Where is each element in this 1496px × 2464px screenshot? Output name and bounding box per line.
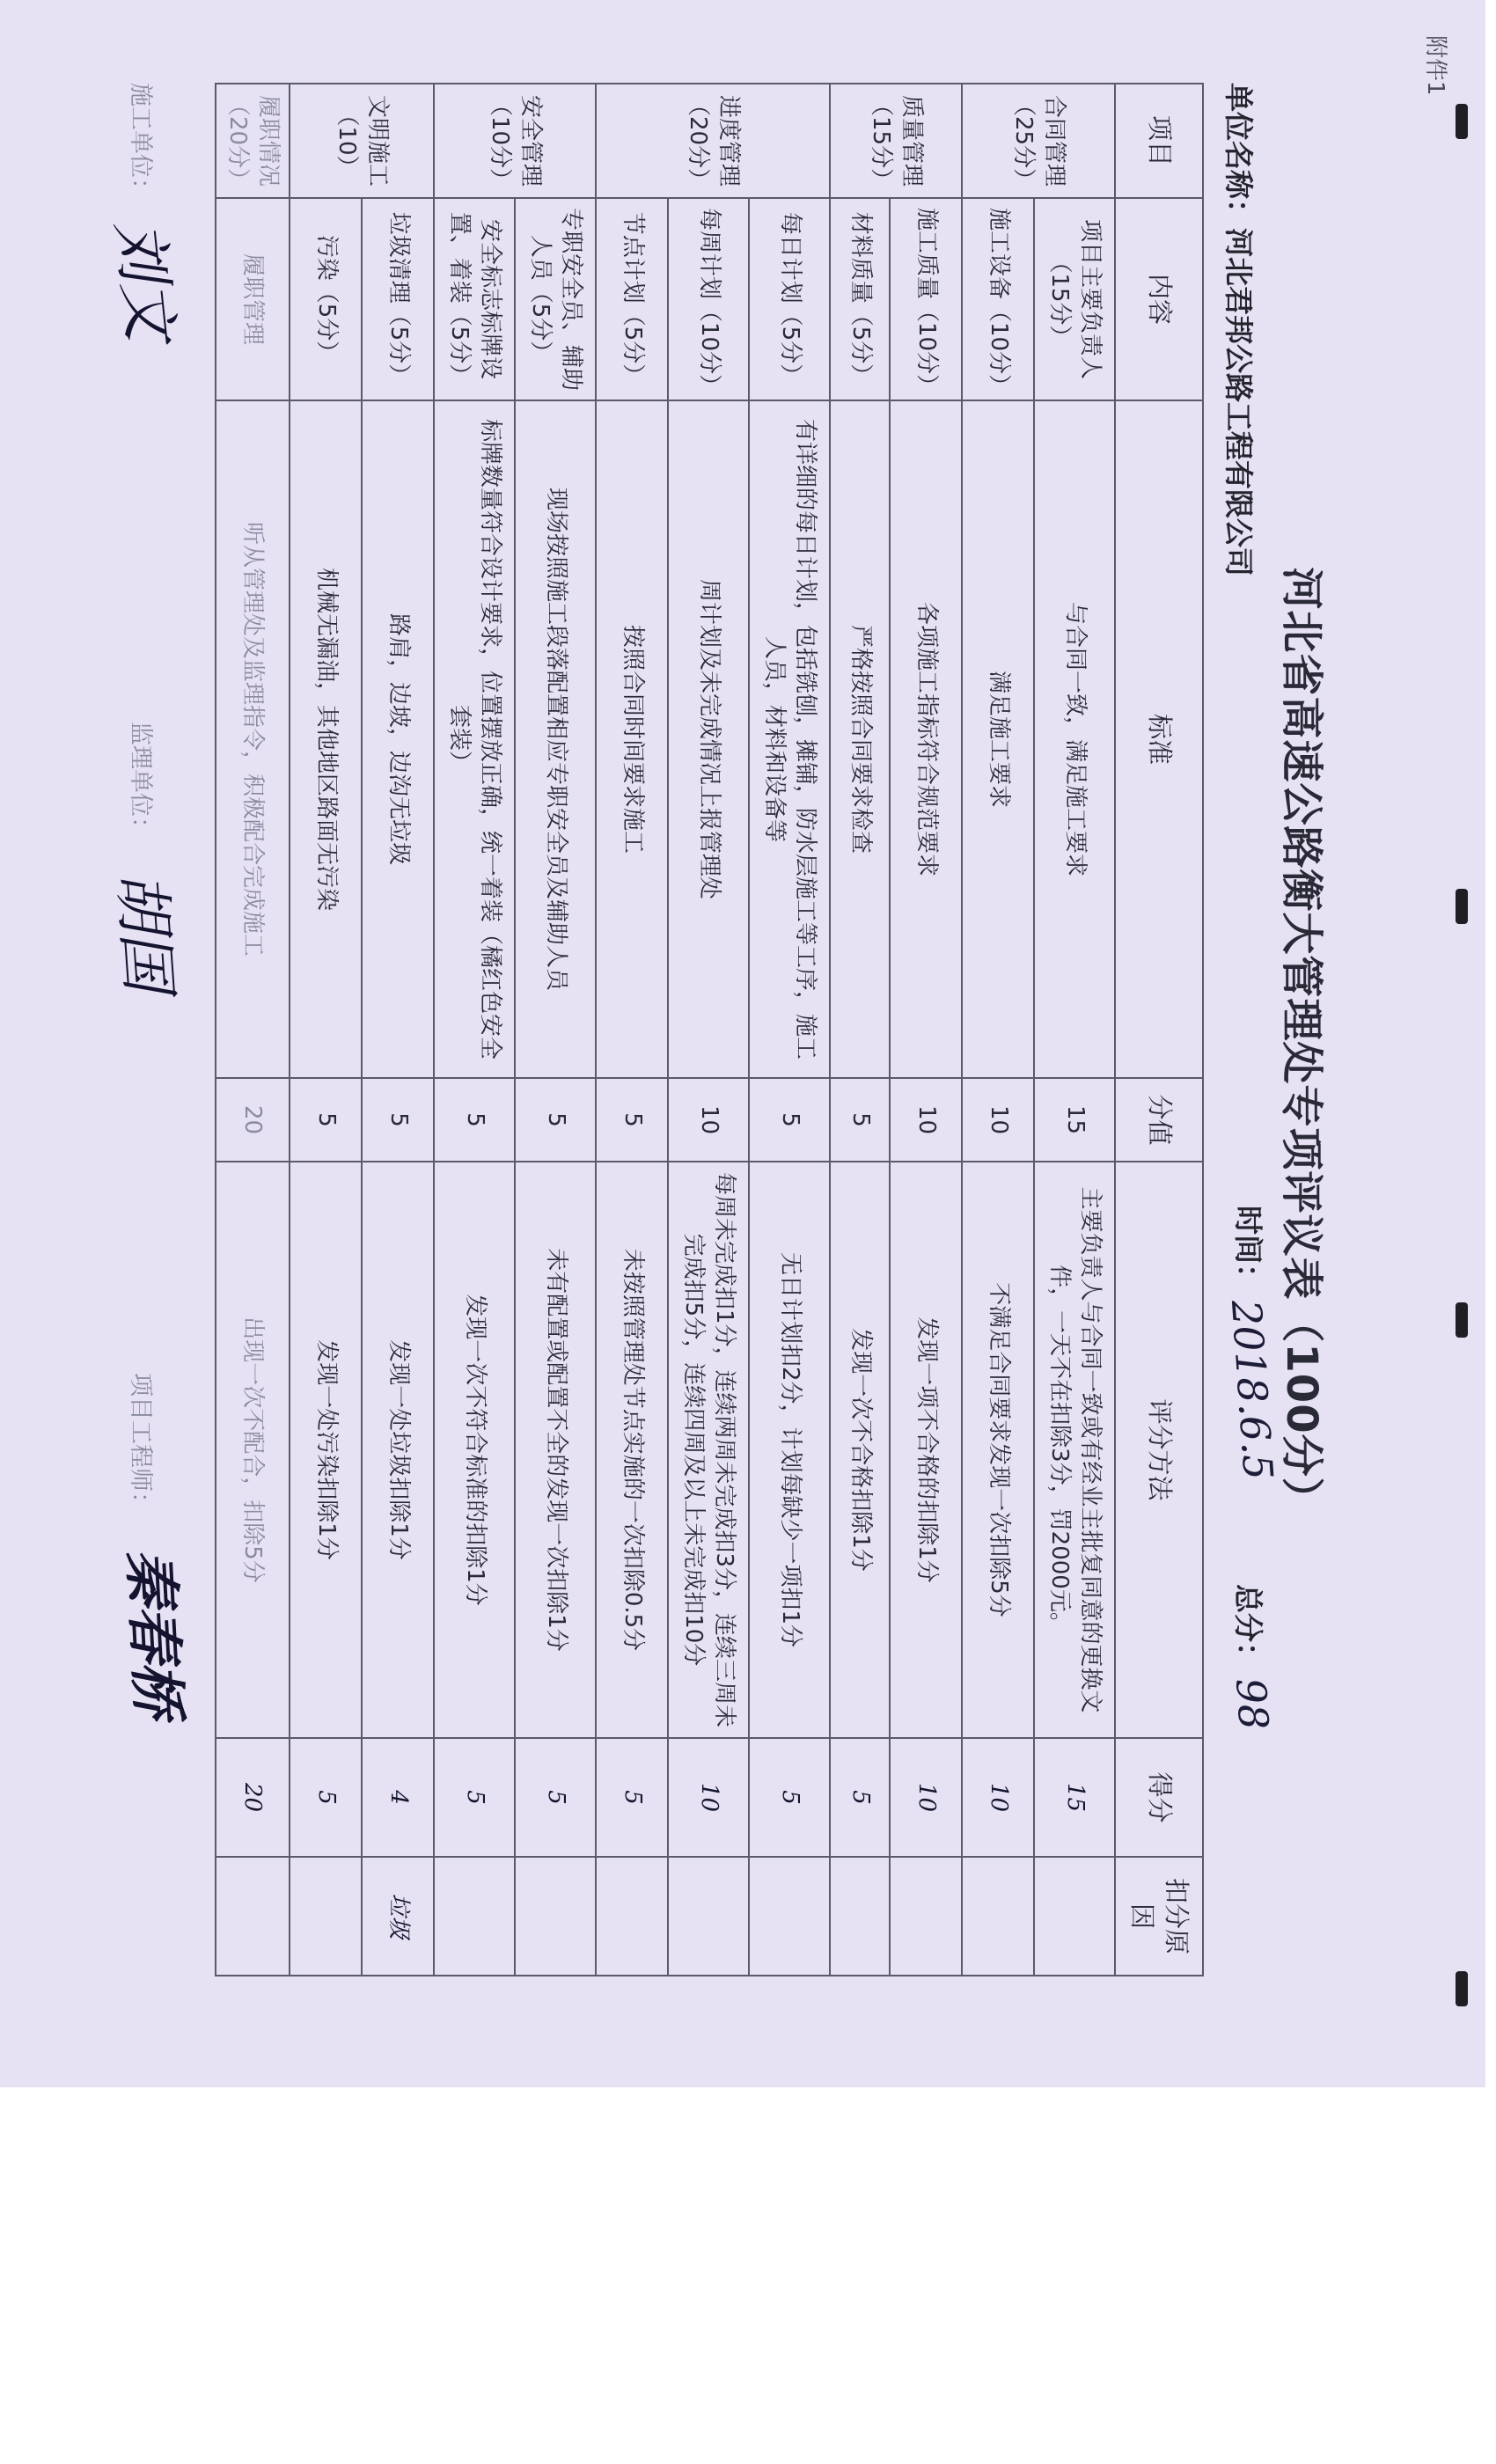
table-row — [749, 84, 830, 1976]
score-cell: 5 — [596, 1078, 668, 1162]
item-cell: 安全管理（10分） — [434, 84, 596, 198]
method-cell: 发现一次不符合标准的扣除1分 — [434, 1162, 515, 1738]
item-cell: 合同管理（25分） — [962, 84, 1115, 198]
total-field — [1228, 1584, 1276, 1730]
method-cell: 未按照管理处节点实施的一次扣除0.5分 — [596, 1162, 668, 1738]
table-row — [596, 84, 668, 1976]
reason-cell — [1034, 1857, 1115, 1976]
reason-cell — [830, 1857, 890, 1976]
header-standard: 标准 — [1115, 400, 1203, 1078]
table-row — [830, 84, 890, 1976]
reason-cell — [596, 1857, 668, 1976]
header-content: 内容 — [1115, 198, 1203, 400]
content-cell: 专职安全员、辅助人员（5分） — [515, 198, 596, 400]
binding-hole — [1456, 1302, 1468, 1338]
table-row — [434, 84, 515, 1976]
earned-cell: 5 — [596, 1738, 668, 1857]
binding-hole — [1456, 104, 1468, 139]
score-cell: 10 — [890, 1078, 962, 1162]
score-cell: 20 — [216, 1078, 290, 1162]
supervision-signature-label: 监理单位： — [127, 722, 154, 840]
earned-cell: 5 — [515, 1738, 596, 1857]
supervision-signature: 胡国 — [105, 869, 183, 994]
content-cell: 安全标志标牌设置、着装（5分） — [434, 198, 515, 400]
method-cell: 无日计划扣2分，计划每缺少一项扣1分 — [749, 1162, 830, 1738]
score-cell: 5 — [749, 1078, 830, 1162]
construction-signature: 刘文 — [103, 216, 185, 344]
method-cell: 发现一项不合格的扣除1分 — [890, 1162, 962, 1738]
earned-cell: 15 — [1034, 1738, 1115, 1857]
content-cell: 施工质量（10分） — [890, 198, 962, 400]
total-label: 总分： — [1231, 1584, 1265, 1671]
content-cell: 施工设备（10分） — [962, 198, 1034, 400]
content-cell: 材料质量（5分） — [830, 198, 890, 400]
score-cell: 15 — [1034, 1078, 1115, 1162]
item-cell: 质量管理（15分） — [830, 84, 962, 198]
standard-cell: 周计划及未完成情况上报管理处 — [668, 400, 749, 1078]
standard-cell: 满足施工要求 — [962, 400, 1034, 1078]
engineer-signature: 秦春桥 — [116, 1547, 191, 1720]
table-header-row — [1115, 84, 1203, 1976]
content-cell: 节点计划（5分） — [596, 198, 668, 400]
reason-cell — [962, 1857, 1034, 1976]
header-earned: 得分 — [1115, 1738, 1203, 1857]
content-cell: 每周计划（10分） — [668, 198, 749, 400]
time-field — [1221, 1206, 1283, 1482]
standard-cell: 与合同一致，满足施工要求 — [1034, 400, 1115, 1078]
header-reason: 扣分原因 — [1115, 1857, 1203, 1976]
content-cell: 项目主要负责人（15分） — [1034, 198, 1115, 400]
reason-cell — [749, 1857, 830, 1976]
method-cell: 发现一处污染扣除1分 — [290, 1162, 362, 1738]
method-cell: 未有配置或配置不全的发现一次扣除1分 — [515, 1162, 596, 1738]
content-cell: 垃圾清理（5分） — [362, 198, 434, 400]
header-score: 分值 — [1115, 1078, 1203, 1162]
standard-cell: 听从管理处及监理指令，积极配合完成施工 — [216, 400, 290, 1078]
method-cell: 主要负责人与合同一致或有经业主批复同意的更换文件，一天不在扣除3分，罚2000元。 — [1034, 1162, 1115, 1738]
earned-cell: 10 — [890, 1738, 962, 1857]
header-method: 评分方法 — [1115, 1162, 1203, 1738]
content-cell: 污染（5分） — [290, 198, 362, 400]
engineer-signature-label: 项目工程师： — [127, 1373, 154, 1515]
method-cell: 发现一处垃圾扣除1分 — [362, 1162, 434, 1738]
earned-cell: 5 — [290, 1738, 362, 1857]
attachment-label: 附件1 — [1422, 35, 1448, 96]
earned-cell: 4 — [362, 1738, 434, 1857]
table-row — [962, 84, 1034, 1976]
table-row — [515, 84, 596, 1976]
table-row — [362, 84, 434, 1976]
evaluation-table — [215, 83, 1204, 1976]
standard-cell: 各项施工指标符合规范要求 — [890, 400, 962, 1078]
reason-cell — [290, 1857, 362, 1976]
score-cell: 10 — [668, 1078, 749, 1162]
time-label: 时间： — [1231, 1206, 1265, 1293]
earned-cell: 5 — [749, 1738, 830, 1857]
item-cell: 进度管理（20分） — [596, 84, 830, 198]
table-row — [890, 84, 962, 1976]
total-value: 98 — [1227, 1676, 1278, 1732]
score-cell: 5 — [515, 1078, 596, 1162]
table-row — [216, 84, 290, 1976]
reason-cell — [434, 1857, 515, 1976]
item-cell: 文明施工（10） — [290, 84, 434, 198]
binding-hole — [1456, 889, 1468, 924]
earned-cell: 10 — [668, 1738, 749, 1857]
score-cell: 5 — [434, 1078, 515, 1162]
content-cell: 每日计划（5分） — [749, 198, 830, 400]
reason-cell — [668, 1857, 749, 1976]
standard-cell: 机械无漏油，其他地区路面无污染 — [290, 400, 362, 1078]
item-cell: 履职情况（20分） — [216, 84, 290, 198]
reason-cell: 垃圾 — [362, 1857, 434, 1976]
time-value: 2018.6.5 — [1221, 1298, 1283, 1482]
standard-cell: 有详细的每日计划，包括铣刨，摊铺，防水层施工等工序，施工人员，材料和设备等 — [749, 400, 830, 1078]
standard-cell: 严格按照合同要求检查 — [830, 400, 890, 1078]
content-cell: 履职管理 — [216, 198, 290, 400]
reason-cell — [890, 1857, 962, 1976]
method-cell: 发现一次不合格扣除1分 — [830, 1162, 890, 1738]
score-cell: 5 — [362, 1078, 434, 1162]
earned-cell: 5 — [830, 1738, 890, 1857]
unit-label: 单位名称： — [1221, 83, 1256, 228]
score-cell: 5 — [830, 1078, 890, 1162]
score-cell: 5 — [290, 1078, 362, 1162]
reason-cell — [216, 1857, 290, 1976]
construction-signature-label: 施工单位： — [127, 83, 154, 202]
standard-cell: 标牌数量符合设计要求，位置摆放正确，统一着装（橘红色安全套装） — [434, 400, 515, 1078]
binding-hole — [1456, 1971, 1468, 2006]
earned-cell: 5 — [434, 1738, 515, 1857]
method-cell: 出现一次不配合，扣除5分 — [216, 1162, 290, 1738]
unit-name: 河北君邦公路工程有限公司 — [1221, 228, 1256, 576]
form-title: 河北省高速公路衡大管理处专项评议表（100分） — [1277, 567, 1326, 1521]
header-item: 项目 — [1115, 84, 1203, 198]
score-cell: 10 — [962, 1078, 1034, 1162]
standard-cell: 按照合同时间要求施工 — [596, 400, 668, 1078]
table-row — [290, 84, 362, 1976]
standard-cell: 路肩，边坡，边沟无垃圾 — [362, 400, 434, 1078]
standard-cell: 现场按照施工段落配置相应专职安全员及辅助人员 — [515, 400, 596, 1078]
table-row — [668, 84, 749, 1976]
earned-cell: 20 — [216, 1738, 290, 1857]
method-cell: 不满足合同要求发现一次扣除5分 — [962, 1162, 1034, 1738]
method-cell: 每周未完成扣1分，连续两周未完成扣3分，连续三周未完成扣5分，连续四周及以上未完成扣10分 — [668, 1162, 749, 1738]
reason-cell — [515, 1857, 596, 1976]
earned-cell: 10 — [962, 1738, 1034, 1857]
unit-field — [1220, 83, 1261, 576]
table-row — [1034, 84, 1115, 1976]
